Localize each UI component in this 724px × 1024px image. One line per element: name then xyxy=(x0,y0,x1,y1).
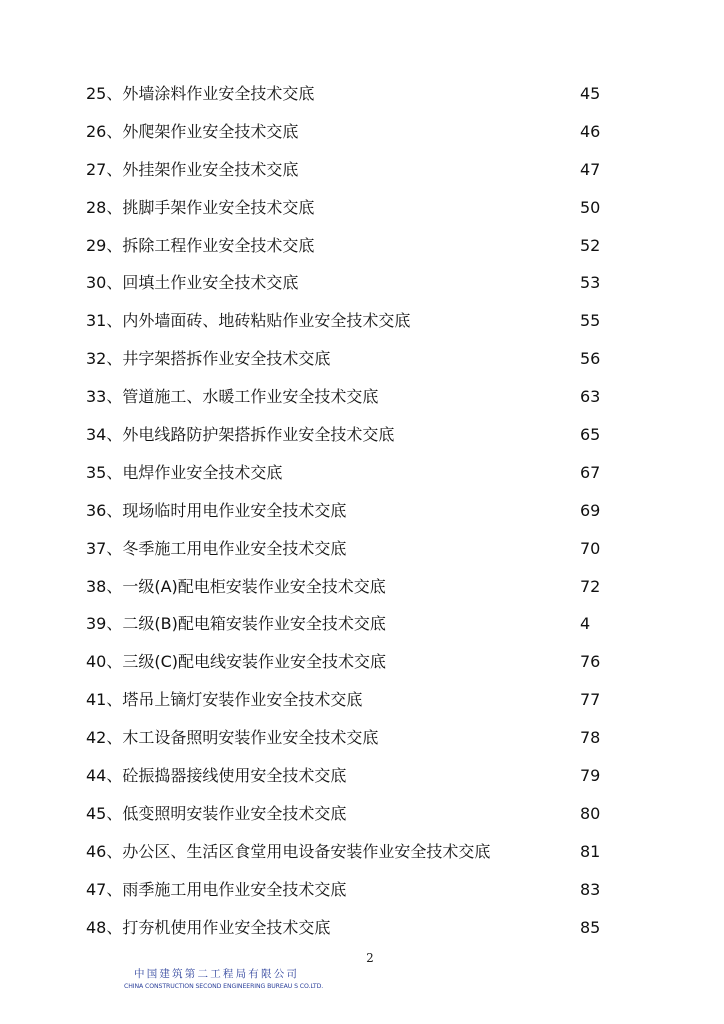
toc-entry xyxy=(86,340,616,378)
toc-entry-page: 56 xyxy=(580,349,601,369)
toc-entry xyxy=(86,454,616,492)
toc-entry-page: 63 xyxy=(580,387,601,407)
toc-entry-page: 47 xyxy=(580,159,601,179)
toc-entry-page: 76 xyxy=(580,652,601,672)
toc-entry-page: 67 xyxy=(580,462,601,482)
toc-entry xyxy=(86,113,616,151)
toc-entry xyxy=(86,605,616,643)
toc-entry xyxy=(86,264,616,302)
toc-entry xyxy=(86,302,616,340)
toc-entry xyxy=(86,719,616,757)
toc-entry-page: 55 xyxy=(580,311,601,331)
toc-entry-page: 77 xyxy=(580,690,601,710)
toc-entry xyxy=(86,757,616,795)
toc-entry-title: 36、现场临时用电作业安全技术交底 xyxy=(86,500,347,520)
page-number: 2 xyxy=(366,951,374,965)
toc-entry-title: 28、挑脚手架作业安全技术交底 xyxy=(86,197,315,217)
toc-entry-title: 29、拆除工程作业安全技术交底 xyxy=(86,235,315,255)
toc-entry-title: 26、外爬架作业安全技术交底 xyxy=(86,121,299,141)
toc-entry-title: 47、雨季施工用电作业安全技术交底 xyxy=(86,879,347,899)
toc-entry-page: 65 xyxy=(580,425,601,445)
toc-entry xyxy=(86,227,616,265)
toc-entry xyxy=(86,681,616,719)
toc-entry-page: 85 xyxy=(580,917,601,937)
toc-entry-title: 38、一级(A)配电柜安装作业安全技术交底 xyxy=(86,576,386,596)
toc-entry xyxy=(86,871,616,909)
toc-entry-title: 31、内外墙面砖、地砖粘贴作业安全技术交底 xyxy=(86,311,411,331)
company-name-english: CHINA CONSTRUCTION SECOND ENGINEERING BUREAU S CO.LTD. xyxy=(124,983,324,990)
toc-entry-title: 25、外墙涂料作业安全技术交底 xyxy=(86,84,315,103)
toc-entry-title: 44、砼振捣器接线使用安全技术交底 xyxy=(86,766,347,786)
toc-entry-title: 30、回填土作业安全技术交底 xyxy=(86,273,299,293)
toc-entry-title: 48、打夯机使用作业安全技术交底 xyxy=(86,917,331,937)
toc-entry-page: 52 xyxy=(580,235,601,255)
toc-entry xyxy=(86,75,616,113)
table-of-contents xyxy=(86,75,616,946)
toc-entry-title: 42、木工设备照明安装作业安全技术交底 xyxy=(86,728,379,748)
toc-entry-page: 79 xyxy=(580,766,601,786)
toc-entry xyxy=(86,795,616,833)
toc-entry-page: 80 xyxy=(580,803,601,823)
toc-entry xyxy=(86,151,616,189)
toc-entry xyxy=(86,378,616,416)
toc-entry-page: 53 xyxy=(580,273,601,293)
toc-entry-page: 72 xyxy=(580,576,601,596)
toc-entry xyxy=(86,909,616,947)
toc-entry-page: 83 xyxy=(580,879,601,899)
toc-entry-title: 39、二级(B)配电箱安装作业安全技术交底 xyxy=(86,614,386,634)
toc-entry-title: 34、外电线路防护架搭拆作业安全技术交底 xyxy=(86,425,395,445)
toc-entry-title: 45、低变照明安装作业安全技术交底 xyxy=(86,803,347,823)
toc-entry-title: 40、三级(C)配电线安装作业安全技术交底 xyxy=(86,652,387,672)
toc-entry xyxy=(86,568,616,606)
toc-entry-title: 33、管道施工、水暖工作业安全技术交底 xyxy=(86,387,379,407)
toc-entry-title: 37、冬季施工用电作业安全技术交底 xyxy=(86,538,347,558)
toc-entry-page: 46 xyxy=(580,121,601,141)
toc-entry-title: 32、井字架搭拆作业安全技术交底 xyxy=(86,349,331,369)
toc-entry-title: 41、塔吊上镝灯安装作业安全技术交底 xyxy=(86,690,363,710)
toc-entry-title: 35、电焊作业安全技术交底 xyxy=(86,462,283,482)
toc-entry xyxy=(86,189,616,227)
company-footer-logo xyxy=(124,966,344,992)
toc-entry xyxy=(86,643,616,681)
toc-entry xyxy=(86,530,616,568)
toc-entry-page: 70 xyxy=(580,538,601,558)
toc-entry xyxy=(86,492,616,530)
toc-entry-page: 45 xyxy=(580,84,601,103)
toc-entry xyxy=(86,416,616,454)
toc-entry-title: 46、办公区、生活区食堂用电设备安装作业安全技术交底 xyxy=(86,841,491,861)
company-name-chinese: 中国建筑第二工程局有限公司 xyxy=(134,968,300,980)
toc-entry-page: 69 xyxy=(580,500,601,520)
toc-entry xyxy=(86,833,616,871)
toc-entry-page: 78 xyxy=(580,728,601,748)
toc-entry-page: 81 xyxy=(580,841,601,861)
toc-entry-page: 50 xyxy=(580,197,601,217)
toc-entry-page: 4 xyxy=(580,614,591,634)
toc-entry-title: 27、外挂架作业安全技术交底 xyxy=(86,159,299,179)
